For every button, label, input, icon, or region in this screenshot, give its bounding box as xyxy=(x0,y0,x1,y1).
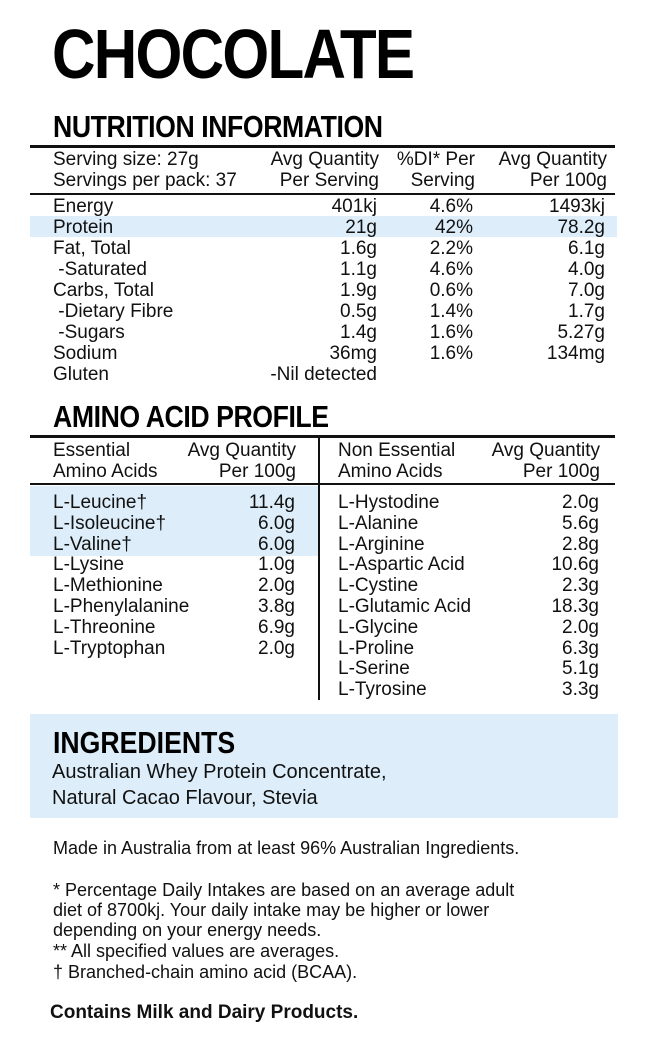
non-header-rule xyxy=(318,483,615,485)
bcaa-note: † Branched-chain amino acid (BCAA). xyxy=(53,962,358,982)
col-header-per-100g-sub: Per 100g xyxy=(529,170,607,191)
ess-col-header-sub: Amino Acids xyxy=(53,461,158,482)
essential-amino-value: 2.0g xyxy=(258,638,295,659)
essential-amino-value: 1.0g xyxy=(258,554,295,575)
nutrient-per-100g: 1493kj xyxy=(549,196,605,217)
nonessential-amino-name: L-Serine xyxy=(338,658,410,679)
nutrient-di: 4.6% xyxy=(429,196,473,217)
non-col-header-sub: Amino Acids xyxy=(338,461,443,482)
servings-per-pack: Servings per pack: 37 xyxy=(53,170,237,191)
col-header-per-serving-sub: Per Serving xyxy=(279,170,379,191)
nutrient-per-100g: 1.7g xyxy=(568,301,605,322)
nutrient-per-100g: 4.0g xyxy=(568,259,605,280)
nutrient-name: Sodium xyxy=(53,343,118,364)
nutrient-per-100g: 6.1g xyxy=(568,238,605,259)
ingredients-line-1: Australian Whey Protein Concentrate, xyxy=(52,761,387,783)
essential-amino-name: L-Lysine xyxy=(53,554,125,575)
nonessential-amino-name: L-Hystodine xyxy=(338,492,440,513)
nutrient-di: 4.6% xyxy=(429,259,473,280)
nonessential-amino-name: L-Glutamic Acid xyxy=(338,596,472,617)
essential-amino-value: 6.9g xyxy=(258,617,295,638)
essential-amino-value: 3.8g xyxy=(258,596,295,617)
ingredients-heading: INGREDIENTS xyxy=(53,725,236,760)
col-header-per-serving: Avg Quantity xyxy=(270,149,379,170)
allergen-statement: Contains Milk and Dairy Products. xyxy=(50,1002,359,1023)
col-header-di-sub: Serving xyxy=(410,170,475,191)
nutrient-name: -Sugars xyxy=(53,322,125,343)
essential-amino-name: L-Isoleucine† xyxy=(53,513,167,534)
nutrient-di: 42% xyxy=(434,217,473,238)
non-qty-header-sub: Per 100g xyxy=(522,461,600,482)
nutrient-name: Protein xyxy=(53,217,114,238)
nutrient-di: 2.2% xyxy=(429,238,473,259)
ess-qty-header-sub: Per 100g xyxy=(218,461,296,482)
col-header-per-100g: Avg Quantity xyxy=(498,149,607,170)
nutrient-per-serving: 0.5g xyxy=(340,301,377,322)
made-in-note: Made in Australia from at least 96% Australian Ingredients. xyxy=(53,838,520,858)
ingredients-line-2: Natural Cacao Flavour, Stevia xyxy=(52,787,318,809)
nutrient-name: -Saturated xyxy=(53,259,147,280)
amino-heading: AMINO ACID PROFILE xyxy=(53,399,329,434)
nutrient-per-serving: 401kj xyxy=(331,196,377,217)
nutrient-per-100g: 78.2g xyxy=(557,217,605,238)
nutrient-di: 1.6% xyxy=(429,343,473,364)
nonessential-amino-name: L-Proline xyxy=(338,638,415,659)
di-note-line-3: depending on your energy needs. xyxy=(53,920,322,940)
nutrient-name: Energy xyxy=(53,196,114,217)
non-col-header: Non Essential xyxy=(338,440,456,461)
non-qty-header: Avg Quantity xyxy=(491,440,600,461)
nutrient-name: Carbs, Total xyxy=(53,280,155,301)
essential-amino-name: L-Leucine† xyxy=(53,492,148,513)
serving-size: Serving size: 27g xyxy=(53,149,199,170)
essential-amino-name: L-Threonine xyxy=(53,617,156,638)
nonessential-amino-name: L-Cystine xyxy=(338,575,419,596)
nutrient-per-serving: 36mg xyxy=(329,343,377,364)
essential-amino-value: 2.0g xyxy=(258,575,295,596)
nonessential-amino-value: 2.3g xyxy=(562,575,599,596)
nutrient-per-100g: 134mg xyxy=(546,343,605,364)
nutrient-per-serving: 1.9g xyxy=(340,280,377,301)
nutrient-di: 1.4% xyxy=(429,301,473,322)
nutrient-per-serving: 21g xyxy=(345,217,377,238)
nonessential-amino-value: 3.3g xyxy=(562,679,599,700)
essential-amino-value: 6.0g xyxy=(258,513,295,534)
nutrient-per-serving: 1.6g xyxy=(340,238,377,259)
di-note-line-2: diet of 8700kj. Your daily intake may be higher or lower xyxy=(53,900,490,920)
nutrition-heading: NUTRITION INFORMATION xyxy=(53,109,383,144)
nonessential-amino-value: 18.3g xyxy=(551,596,599,617)
nutrient-per-100g: 7.0g xyxy=(568,280,605,301)
nonessential-amino-value: 10.6g xyxy=(551,554,599,575)
nonessential-amino-value: 5.6g xyxy=(562,513,599,534)
nutrient-di: 0.6% xyxy=(429,280,473,301)
essential-amino-name: L-Methionine xyxy=(53,575,163,596)
amino-divider xyxy=(318,437,320,700)
nonessential-amino-name: L-Tyrosine xyxy=(338,679,427,700)
di-note-line-1: * Percentage Daily Intakes are based on an average adult xyxy=(53,880,515,900)
col-header-di: %DI* Per xyxy=(396,149,475,170)
amino-top-rule xyxy=(30,435,615,438)
nonessential-amino-value: 2.8g xyxy=(562,534,599,555)
nutrient-name: -Dietary Fibre xyxy=(53,301,174,322)
nutrient-di: 1.6% xyxy=(429,322,473,343)
ess-qty-header: Avg Quantity xyxy=(187,440,296,461)
nutrient-per-serving: 1.4g xyxy=(340,322,377,343)
essential-amino-name: L-Valine† xyxy=(53,534,132,555)
nutrient-per-serving: 1.1g xyxy=(340,259,377,280)
nutrient-per-100g: 5.27g xyxy=(557,322,605,343)
nutrient-per-serving: -Nil detected xyxy=(270,364,377,385)
nonessential-amino-value: 2.0g xyxy=(562,617,599,638)
nonessential-amino-value: 6.3g xyxy=(562,638,599,659)
averages-note: ** All specified values are averages. xyxy=(53,941,340,961)
nonessential-amino-name: L-Glycine xyxy=(338,617,419,638)
nonessential-amino-name: L-Arginine xyxy=(338,534,425,555)
nonessential-amino-value: 5.1g xyxy=(562,658,599,679)
nutrition-top-rule xyxy=(30,145,615,148)
nonessential-amino-name: L-Aspartic Acid xyxy=(338,554,465,575)
nutrient-name: Fat, Total xyxy=(53,238,131,259)
product-title: CHOCOLATE xyxy=(52,15,414,93)
ess-header-rule xyxy=(30,483,320,485)
nonessential-amino-name: L-Alanine xyxy=(338,513,419,534)
protein-highlight xyxy=(30,216,617,237)
essential-amino-value: 11.4g xyxy=(248,492,295,513)
essential-amino-name: L-Tryptophan xyxy=(53,638,166,659)
nonessential-amino-value: 2.0g xyxy=(562,492,599,513)
ess-col-header: Essential xyxy=(53,440,131,461)
essential-amino-value: 6.0g xyxy=(258,534,295,555)
essential-amino-name: L-Phenylalanine xyxy=(53,596,190,617)
nutrient-name: Gluten xyxy=(53,364,109,385)
nutrition-header-rule xyxy=(30,193,615,195)
